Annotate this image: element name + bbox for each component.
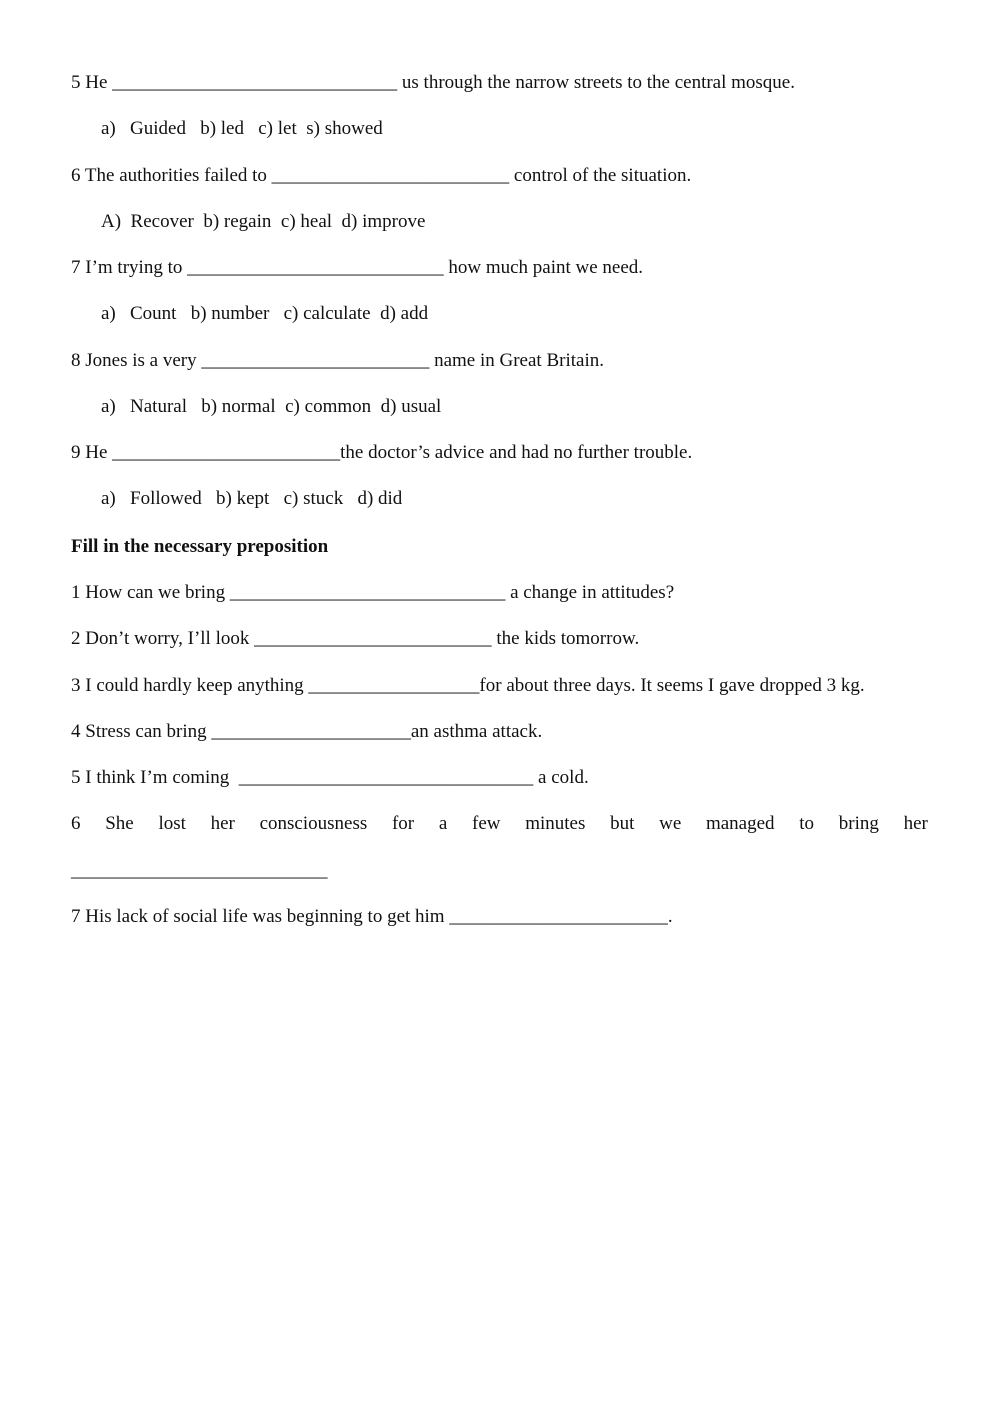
p6-word: 6 bbox=[71, 813, 81, 834]
question-6-options: A) Recover b) regain c) heal d) improve bbox=[101, 211, 426, 232]
p6-word: for bbox=[391, 813, 415, 834]
preposition-item-5: 5 I think I’m coming _______________________________ a cold. bbox=[71, 767, 589, 788]
preposition-item-6-blank: ___________________________ bbox=[71, 860, 328, 881]
p6-word: her bbox=[210, 813, 235, 834]
p6-word: minutes bbox=[525, 813, 586, 834]
question-7-text: 7 I’m trying to ___________________________ how much paint we need. bbox=[71, 257, 644, 278]
p6-word: consciousness bbox=[259, 813, 368, 834]
preposition-item-6 bbox=[71, 812, 928, 836]
p6-word: managed bbox=[705, 813, 775, 834]
preposition-item-4: 4 Stress can bring _____________________an asthma attack. bbox=[71, 721, 543, 742]
p6-word: bring bbox=[838, 813, 879, 834]
preposition-item-1: 1 How can we bring _____________________________ a change in attitudes? bbox=[71, 582, 675, 603]
p6-word: to bbox=[799, 813, 815, 834]
p6-word: we bbox=[659, 813, 682, 834]
question-5-options: a) Guided b) led c) let s) showed bbox=[101, 118, 383, 139]
question-8-text: 8 Jones is a very ________________________ name in Great Britain. bbox=[71, 350, 604, 371]
question-7-options: a) Count b) number c) calculate d) add bbox=[101, 303, 429, 324]
question-5-text: 5 He ______________________________ us through the narrow streets to the central mosque. bbox=[71, 72, 795, 93]
question-6-text: 6 The authorities failed to _________________________ control of the situation. bbox=[71, 165, 692, 186]
question-9-options: a) Followed b) kept c) stuck d) did bbox=[101, 488, 403, 509]
preposition-item-3: 3 I could hardly keep anything __________________for about three days. It seems I gave dropped 3 kg. bbox=[71, 675, 865, 696]
p6-word: She bbox=[105, 813, 134, 834]
p6-word: her bbox=[903, 813, 928, 834]
p6-word: but bbox=[610, 813, 635, 834]
section-heading: Fill in the necessary preposition bbox=[71, 536, 329, 557]
p6-word: a bbox=[438, 813, 448, 834]
question-9-text: 9 He ________________________the doctor’s advice and had no further trouble. bbox=[71, 442, 693, 463]
question-8-options: a) Natural b) normal c) common d) usual bbox=[101, 396, 442, 417]
p6-word: few bbox=[472, 813, 501, 834]
preposition-item-2: 2 Don’t worry, I’ll look _________________________ the kids tomorrow. bbox=[71, 628, 640, 649]
preposition-item-7: 7 His lack of social life was beginning to get him _______________________. bbox=[71, 906, 673, 927]
p6-word: lost bbox=[158, 813, 186, 834]
